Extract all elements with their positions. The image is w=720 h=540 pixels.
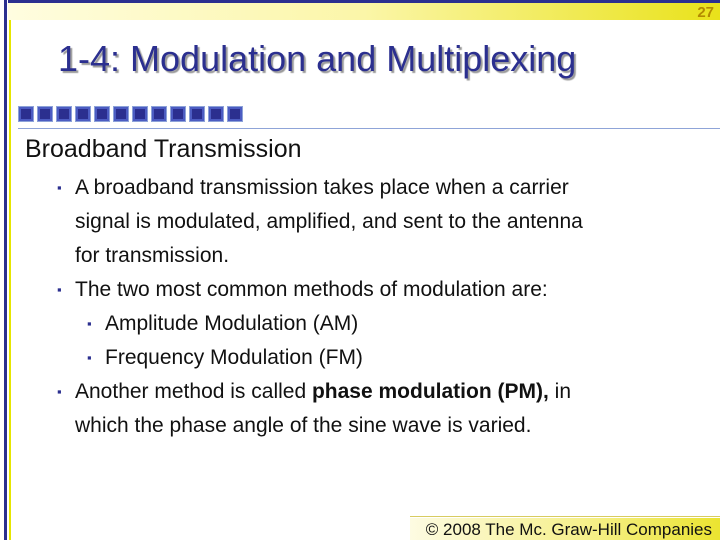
bullet-line: The two most common methods of modulation are: [75,278,548,301]
decorative-square [208,106,224,122]
decorative-square [56,106,72,122]
top-accent-band [8,0,720,20]
bullet-item [25,273,705,307]
square-bullet-icon: ▪ [87,316,92,331]
bullet-text: in [548,380,571,403]
bullet-item [25,171,705,273]
decorative-square [113,106,129,122]
decorative-square [170,106,186,122]
bold-term: phase modulation (PM), [311,380,549,403]
bullet-text: Another method is called [75,380,312,403]
decorative-square [189,106,205,122]
title-underline [18,128,720,129]
decorative-square [227,106,243,122]
decorative-square [37,106,53,122]
bullet-line: A broadband transmission takes place when a carrier [75,176,569,199]
copyright-text: © 2008 The Mc. Graw-Hill Companies [425,520,712,539]
bullet-line: for transmission. [75,244,230,267]
square-bullet-icon: ▪ [57,282,62,297]
bullet-line: signal is modulated, amplified, and sent to the antenna [75,210,583,233]
footer-rule [410,516,720,517]
decorative-squares-row [18,106,243,124]
decorative-square [94,106,110,122]
slide-number: 27 [697,4,714,21]
decorative-square [75,106,91,122]
bullet-line: which the phase angle of the sine wave is varied. [75,414,532,437]
bullet-line: Amplitude Modulation (AM) [105,312,359,335]
square-bullet-icon: ▪ [57,384,62,399]
decorative-square [151,106,167,122]
bullet-line [25,375,705,409]
slide-body [25,133,705,443]
bullet-line: Frequency Modulation (FM) [105,346,363,369]
bullet-item [25,375,705,443]
body-heading: Broadband Transmission [25,135,302,163]
square-bullet-icon: ▪ [87,350,92,365]
sub-bullet-item [25,307,705,341]
decorative-square [132,106,148,122]
sub-bullet-item [25,341,705,375]
slide-title: 1-4: Modulation and Multiplexing [58,38,577,79]
decorative-square [18,106,34,122]
square-bullet-icon: ▪ [57,180,62,195]
left-accent-rule [4,0,7,540]
footer-band [410,518,720,540]
